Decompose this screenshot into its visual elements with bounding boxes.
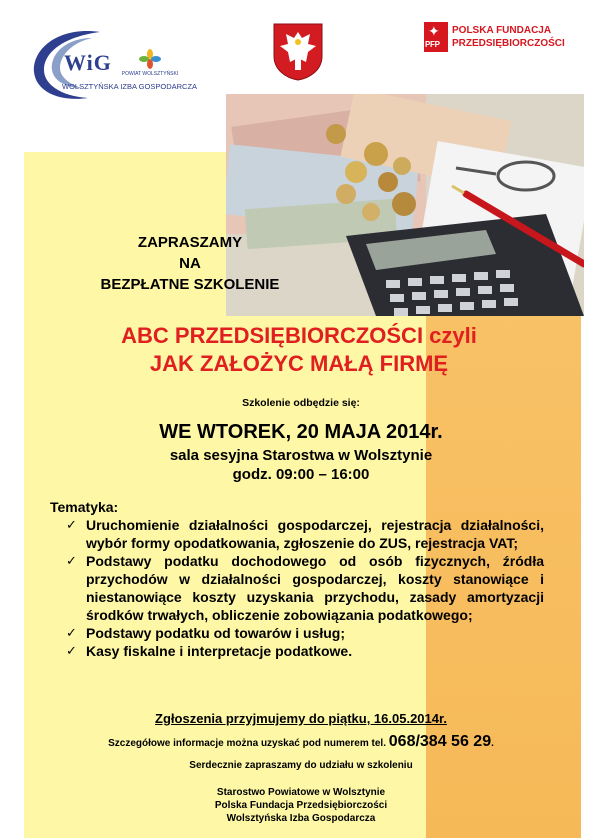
powiat-logo	[108, 48, 192, 77]
invitation-line2: NA	[179, 255, 201, 272]
checkmark-icon: ✓	[66, 643, 77, 658]
contact-phone: 068/384 56 29	[388, 733, 492, 750]
topics-heading: Tematyka:	[50, 499, 119, 515]
organizer-starostwo: Starostwo Powiatowe w Wolsztynie	[216, 787, 386, 798]
invitation-heading	[60, 232, 320, 295]
list-item	[64, 516, 544, 552]
contact-line	[24, 733, 578, 751]
checkmark-icon: ✓	[66, 625, 77, 640]
invitation-line1: ZAPRASZAMY	[137, 234, 243, 251]
organizer-pfp: Polska Fundacja Przedsiębiorczości	[214, 800, 388, 811]
izba-label: WOLSZTYŃSKA IZBA GOSPODARCZA	[62, 82, 198, 91]
pfp-logo	[424, 22, 584, 62]
list-item	[64, 624, 544, 642]
wig-logo	[30, 22, 198, 104]
organizer-wig: Wolsztyńska Izba Gospodarcza	[226, 813, 376, 824]
topic-text: Kasy fiskalne i interpretacje podatkowe.	[86, 643, 353, 659]
powiat-label: POWIAT WOLSZTYŃSKI	[121, 71, 179, 77]
event-date: WE WTOREK, 20 MAJA 2014r.	[159, 421, 443, 443]
pfp-name-line1: POLSKA FUNDACJA	[452, 25, 552, 36]
pfp-logo-box	[424, 22, 448, 52]
training-title: ABC PRZEDSIĘBIORCZOŚCI czyli JAK ZAŁOŻYC MAŁĄ FIRMĘ	[121, 323, 477, 376]
topic-text: Uruchomienie działalności gospodarczej, rejestracja działalności, wybór formy opodatkowania, zgłoszenie do ZUS, rejestracja VAT;	[86, 517, 544, 551]
list-item	[64, 552, 544, 624]
organizers	[24, 786, 578, 825]
topic-text: Podstawy podatku od towarów i usług;	[86, 625, 346, 641]
pfp-name-line2: PRZEDSIĘBIORCZOŚCI	[452, 38, 565, 49]
contact-end: .	[491, 738, 494, 749]
pfp-abbr: PFP	[425, 40, 440, 49]
training-note: Szkolenie odbędzie się:	[242, 397, 360, 409]
invitation-line3: BEZPŁATNE SZKOLENIE	[100, 276, 280, 293]
event-venue: sala sesyjna Starostwa w Wolsztynie	[169, 447, 433, 464]
wig-logo-text: WiG	[64, 50, 112, 75]
topic-text: Podstawy podatku dochodowego od osób fizycznych, źródła przychodów w działalności gospodarczej, koszty stanowiące i niestanowiące koszty uzyskania przychodu, zasady amortyzacji środków trwałych, obliczenie zobowiązania podatkowego;	[86, 553, 544, 623]
checkmark-icon: ✓	[66, 553, 77, 568]
pfp-leaf-icon: ✦	[428, 23, 440, 39]
powiat-flower-icon	[139, 48, 161, 70]
county-crest-icon	[272, 22, 324, 82]
closing-invitation: Serdecznie zapraszamy do udziału w szkoleniu	[189, 760, 413, 771]
contact-text: Szczegółowe informacje można uzyskać pod numerem tel.	[108, 738, 386, 749]
pfp-name	[452, 24, 565, 50]
registration-deadline: Zgłoszenia przyjmujemy do piątku, 16.05.2014r.	[155, 711, 447, 726]
list-item	[64, 642, 544, 660]
topics-list	[64, 516, 544, 660]
checkmark-icon: ✓	[66, 517, 77, 532]
event-hours: godz. 09:00 – 16:00	[232, 466, 370, 483]
